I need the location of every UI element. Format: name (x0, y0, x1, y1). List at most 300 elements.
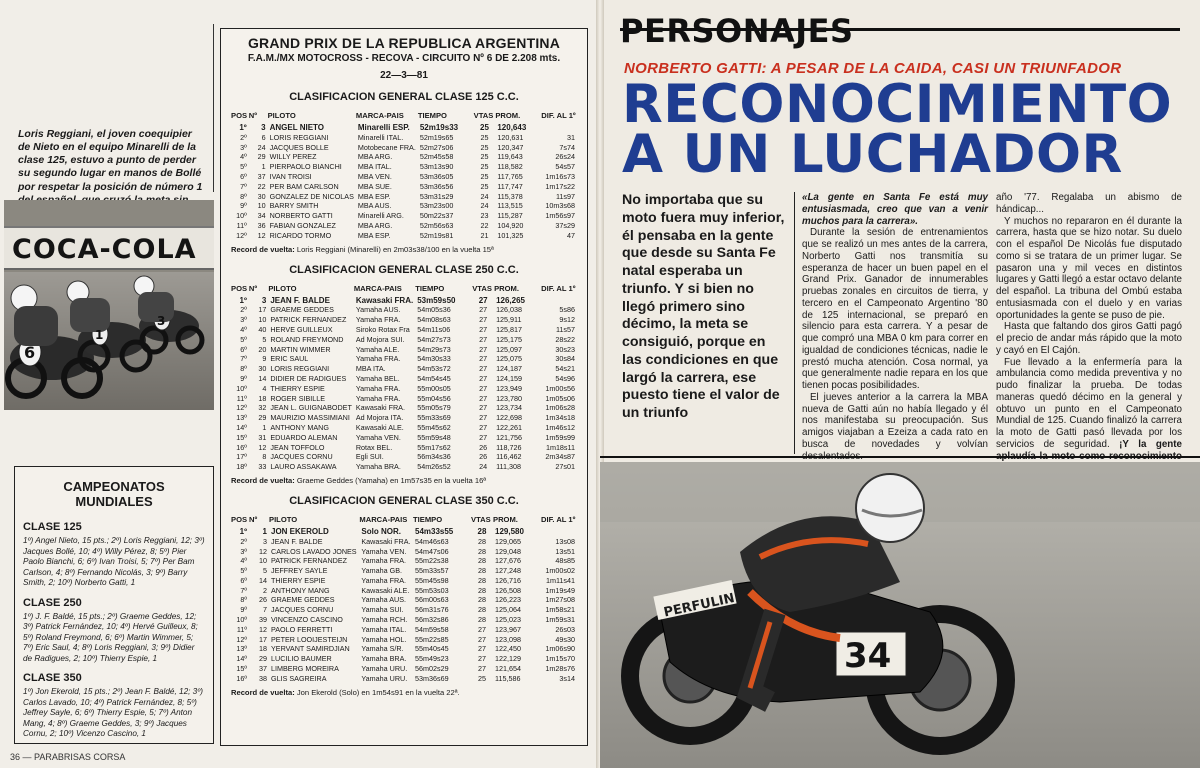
cell-diff: 31 (567, 132, 575, 142)
cell-num: 29 (259, 654, 267, 664)
cell-laps: 27 (478, 644, 486, 654)
cell-laps: 28 (478, 546, 486, 556)
cell-laps: 24 (480, 191, 489, 201)
cell-laps: 27 (479, 364, 488, 374)
cell-make: Solo NOR. (361, 526, 401, 536)
cell-num: 10 (257, 201, 266, 211)
cell-num: 33 (258, 462, 267, 472)
cell-num: 14 (258, 373, 267, 383)
cell-make: Rotax BEL. (355, 442, 393, 452)
cell-rider: PER BAM CARLSON (269, 181, 339, 191)
table-row (231, 364, 577, 374)
cell-make: Yamaha S/R. (361, 644, 404, 654)
lap-record (231, 688, 577, 697)
cell-avg: 104,920 (497, 220, 524, 230)
results-header (231, 35, 577, 81)
column-header-pos: POS (231, 514, 248, 524)
cell-rider: GRAEME GEDDES (270, 305, 334, 315)
column-header-rider: PILOTO (268, 283, 297, 293)
column-header-diff: DIF. AL 1º (541, 514, 576, 524)
cell-pos: 4º (240, 324, 247, 334)
results-title: GRAND PRIX DE LA REPUBLICA ARGENTINA (247, 35, 561, 51)
results-classes (231, 91, 577, 697)
table-row (231, 211, 577, 221)
cell-make: Yamaha FRA. (355, 383, 401, 393)
cell-laps: 25 (480, 142, 489, 152)
cell-diff: 1m34s18 (545, 413, 575, 423)
cell-pos: 1º (239, 526, 247, 536)
table-row (231, 595, 577, 605)
table-row (231, 133, 577, 143)
cell-diff: 13s51 (555, 546, 575, 556)
table-row (231, 315, 577, 325)
cell-laps: 24 (479, 462, 488, 472)
cell-avg: 125,175 (496, 334, 523, 344)
table-row (231, 576, 577, 586)
cell-make: MBA ITAL. (357, 162, 392, 172)
cell-rider: JACQUES BOLLE (269, 142, 329, 152)
table-row (231, 674, 577, 684)
cell-diff: 5s86 (559, 305, 575, 315)
cell-time: 55m59s48 (417, 432, 451, 442)
cell-avg: 122,129 (495, 654, 521, 664)
cell-avg: 115,586 (495, 673, 521, 683)
results-date: 22—3—81 (380, 70, 428, 81)
table-row (231, 182, 577, 192)
cell-avg: 120,631 (497, 132, 524, 142)
article-paragraph: Hasta que faltando dos giros Gatti pagó el precio de andar más rápido que la moto y cayó en El Cajón. (996, 321, 1182, 356)
table-row (231, 413, 577, 423)
cell-make: Yamaha FRA. (361, 575, 406, 585)
lap-record-label: Record de vuelta: (231, 475, 295, 485)
cell-pos: 15º (236, 432, 247, 442)
cell-avg: 115,378 (497, 191, 523, 201)
column-header-laps: VTAS (472, 283, 492, 293)
cell-make: MBA SUE. (357, 181, 392, 191)
cell-pos: 11º (236, 624, 247, 634)
cell-make: Yamaha BRA. (361, 654, 407, 664)
cell-num: 18 (258, 393, 267, 403)
cell-laps: 25 (480, 132, 489, 142)
table-row (231, 384, 577, 394)
cell-rider: BARRY SMITH (269, 201, 319, 211)
cell-time: 54m47s06 (415, 546, 449, 556)
cell-num: 31 (258, 432, 267, 442)
cell-make: Yamaha VEN. (355, 432, 401, 442)
cell-pos: 18º (236, 462, 247, 472)
cell-avg: 123,098 (495, 634, 521, 644)
cell-pos: 13º (236, 644, 247, 654)
cell-pos: 16º (236, 442, 247, 452)
cell-diff: 11s57 (555, 324, 575, 334)
cell-avg: 127,676 (495, 556, 521, 566)
cell-make: Yamaha URU. (361, 664, 408, 674)
cell-num: 7 (263, 605, 267, 615)
cell-make: MBA ITA. (355, 364, 386, 374)
cell-time: 54m30s33 (417, 354, 451, 364)
cell-time: 55m45s98 (415, 575, 449, 585)
column-header-pos: POS (231, 283, 248, 293)
cell-num: 2 (263, 585, 267, 595)
cell-diff: 1m18s11 (545, 442, 575, 452)
results-subtitle: F.A.M./MX MOTOCROSS - RECOVA - CIRCUITO Nº 6 DE 2.208 mts. (247, 53, 561, 64)
cell-rider: ROLAND FREYMOND (270, 334, 344, 344)
cell-time: 55m00s05 (417, 383, 451, 393)
cell-avg: 123,734 (496, 403, 523, 413)
table-row (231, 635, 577, 645)
cell-rider: THIERRY ESPIE (271, 575, 326, 585)
cell-avg: 122,261 (496, 422, 523, 432)
cell-laps: 27 (479, 344, 488, 354)
cell-pos: 12º (236, 403, 247, 413)
cell-make: Yamaha FRA. (355, 354, 401, 364)
cell-time: 56m02s29 (415, 664, 449, 674)
table-row (231, 325, 577, 335)
cell-num: 20 (258, 344, 267, 354)
cell-num: 9 (262, 354, 267, 364)
helmet (856, 474, 924, 542)
cell-laps: 21 (480, 230, 489, 240)
cell-pos: 12º (236, 634, 247, 644)
rider-two-graphic (67, 281, 150, 370)
cell-pos: 5º (240, 162, 247, 172)
cell-laps: 27 (479, 393, 488, 403)
cell-num: 3 (263, 536, 267, 546)
cell-time: 55m33s57 (415, 566, 449, 576)
cell-avg: 116,462 (496, 452, 522, 462)
cell-make: MBA ARG. (357, 152, 393, 162)
cell-pos: 8º (240, 364, 247, 374)
cell-time: 55m22s85 (415, 634, 449, 644)
cell-laps: 27 (479, 354, 488, 364)
cell-avg: 126,508 (495, 585, 521, 595)
cell-laps: 27 (479, 305, 488, 315)
article-column-1 (802, 192, 988, 498)
cell-num: 38 (259, 673, 267, 683)
table-row (231, 201, 577, 211)
cell-num: 17 (259, 634, 267, 644)
column-header-num: Nº (248, 111, 257, 120)
cell-rider: YERVANT SAMIRDJIAN (271, 644, 350, 654)
cell-num: 40 (258, 324, 267, 334)
cell-rider: JACQUES CORNU (270, 452, 333, 462)
cell-avg: 126,038 (496, 305, 523, 315)
column-header-rider: PILOTO (267, 111, 296, 120)
cell-rider: LIMBERG MOREIRA (271, 664, 339, 674)
cell-rider: JEAN F. BALDE (271, 536, 323, 546)
cell-diff: 26s03 (555, 624, 575, 634)
cell-num: 22 (257, 181, 266, 191)
cell-time: 53m13s90 (419, 162, 454, 172)
cell-diff: 1m16s73 (545, 171, 575, 181)
page-footer: 36 — PARABRISAS CORSA (10, 752, 126, 762)
cell-avg: 121,654 (495, 664, 521, 674)
champ-class-350: CLASE 350 (23, 672, 82, 684)
cell-rider: GRAEME GEDDES (271, 595, 335, 605)
cell-make: Yamaha VEN. (361, 546, 407, 556)
table-row (231, 664, 577, 674)
cell-num: 34 (257, 211, 266, 221)
cell-diff: 13s08 (555, 536, 575, 546)
cell-pos: 5º (240, 334, 247, 344)
cell-laps: 27 (479, 315, 488, 325)
champ-class-125: CLASE 125 (23, 521, 82, 533)
results-box (220, 28, 588, 746)
cell-rider: ERIC SAUL (270, 354, 309, 364)
cell-laps: 27 (478, 654, 486, 664)
cell-num: 30 (257, 191, 266, 201)
cell-make: Ad Mojora SUI. (355, 334, 405, 344)
cell-laps: 25 (480, 162, 489, 172)
class-title: CLASIFICACION GENERAL CLASE 250 C.C. (289, 263, 519, 276)
cell-rider: MARTIN WIMMER (270, 344, 331, 354)
cell-time: 56m32s86 (415, 615, 449, 625)
cell-pos: 3º (240, 546, 247, 556)
article-paragraph: El jueves anterior a la carrera la MBA nueva de Gatti aún no había llegado y él nos manifestaba su preocupación. Sus amigos viajaban a Ezeiza a cada rato en busca de novedades y volvían (802, 391, 988, 450)
cell-num: 5 (263, 566, 267, 576)
cell-avg: 101,325 (497, 230, 524, 240)
cell-time: 53m36s56 (419, 181, 454, 191)
article-bold-sentence: ¡Y la gente (1119, 438, 1182, 450)
cell-num: 18 (259, 644, 267, 654)
column-header-make: MARCA-PAIS (353, 283, 402, 293)
cell-avg: 123,967 (495, 624, 521, 634)
lap-record-label: Record de vuelta: (231, 687, 295, 697)
race-number: 34 (844, 636, 892, 676)
cell-rider: NORBERTO GATTI (269, 211, 333, 221)
cell-rider: RICARDO TORMO (269, 230, 332, 240)
column-header-time: TIEMPO (417, 111, 447, 120)
cell-diff: 9s12 (559, 315, 575, 325)
cell-laps: 27 (479, 432, 488, 442)
cell-time: 56m00s63 (415, 595, 449, 605)
cell-diff: 1m59s99 (545, 432, 575, 442)
cell-make: Minarelli ESP. (357, 123, 410, 132)
cell-avg: 129,048 (495, 546, 521, 556)
cell-pos: 1º (239, 123, 247, 132)
table-header-row (231, 284, 577, 296)
cell-time: 52m19s33 (419, 123, 459, 132)
table-row (231, 654, 577, 664)
column-header-laps: VTAS (471, 514, 491, 524)
cell-diff: 1m46s12 (545, 422, 575, 432)
rider-number-1: 1 (95, 328, 104, 342)
cell-diff: 54s57 (555, 162, 575, 172)
cell-make: MBA ESP. (357, 230, 391, 240)
rider-three-graphic (134, 276, 202, 352)
cell-num: 12 (259, 624, 267, 634)
headline-line-1: RECONOCIMIENTO (622, 74, 1173, 135)
cell-time: 54m46s63 (415, 536, 449, 546)
table-header-row (231, 515, 577, 527)
table-row (231, 192, 577, 202)
cell-num: 10 (258, 315, 267, 325)
cell-diff: 1m06s90 (545, 644, 575, 654)
cell-rider: PETER LOOIJESTEIJN (271, 634, 348, 644)
cell-avg: 125,911 (496, 315, 522, 325)
cell-diff: 37s29 (555, 220, 575, 230)
cell-laps: 27 (478, 624, 486, 634)
cell-laps: 28 (477, 526, 487, 536)
race-photo-small (4, 200, 214, 410)
cell-make: Yamaha BRA. (355, 462, 401, 472)
cell-rider: IVAN TROISI (269, 171, 312, 181)
table-row (231, 394, 577, 404)
cell-diff: 1m19s49 (545, 585, 575, 595)
cell-time: 53m59s50 (417, 295, 456, 305)
column-header-time: TIEMPO (415, 283, 445, 293)
article-paragraph-text: Fue llevado a la enfermería para la ambulancia como medida preventiva y no pudo finalizar la prueba. De todas maneras quedó décimo en la general y obtuvo un punto en el Campeonato Mundial de 125. Cuando finalizó la carrera la moto de Gatti pasó llevada por los servicios de seguridad. (996, 356, 1182, 450)
table-row (231, 335, 577, 345)
cell-laps: 28 (478, 595, 486, 605)
cell-rider: HERVE GUILLEUX (270, 324, 333, 334)
cell-pos: 16º (236, 673, 247, 683)
cell-time: 52m19s81 (419, 230, 454, 240)
cell-diff: 1m56s97 (545, 211, 575, 221)
cell-num: 5 (262, 334, 267, 344)
cell-rider: LORIS REGGIANI (270, 364, 330, 374)
cell-laps: 27 (478, 664, 486, 674)
cell-time: 50m22s37 (419, 211, 454, 221)
cell-pos: 15º (236, 664, 247, 674)
cell-pos: 4º (240, 556, 247, 566)
cell-make: Minarelli ARG. (357, 211, 404, 221)
cell-make: Kawasaki FRA. (361, 536, 411, 546)
cell-laps: 26 (479, 442, 488, 452)
cell-diff: 10m3s68 (545, 201, 575, 211)
cell-rider: GLIS SAGREIRA (271, 673, 327, 683)
column-header-diff: DIF. AL 1º (541, 111, 576, 120)
cell-avg: 123,949 (496, 383, 523, 393)
cell-pos: 7º (240, 354, 247, 364)
table-row (231, 556, 577, 566)
cell-avg: 113,515 (497, 201, 523, 211)
cell-time: 54m26s52 (417, 462, 451, 472)
cell-make: Kawasaki ALE. (361, 585, 410, 595)
lap-record-text: Jon Ekerold (Solo) en 1m54s91 en la vuelta 22ª. (296, 687, 460, 697)
cell-time: 54m27s73 (417, 334, 451, 344)
cell-time: 52m19s65 (419, 132, 454, 142)
cell-num: 37 (259, 664, 267, 674)
cell-diff: 1m11s41 (545, 575, 575, 585)
cell-pos: 2º (240, 536, 247, 546)
cell-rider: LAURO ASSAKAWA (270, 462, 337, 472)
cell-laps: 27 (479, 324, 488, 334)
cell-diff: 1m59s31 (545, 615, 575, 625)
cell-pos: 6º (240, 344, 247, 354)
cell-pos: 8º (240, 595, 247, 605)
cell-diff: 27s01 (555, 462, 575, 472)
cell-rider: ROGER SIBILLE (270, 393, 326, 403)
cell-avg: 118,582 (497, 162, 523, 172)
cell-rider: ANTHONY MANG (270, 422, 329, 432)
cell-time: 52m56s63 (419, 220, 454, 230)
rider-number-3: 3 (157, 314, 166, 328)
cell-pos: 11º (236, 393, 247, 403)
cell-avg: 124,159 (496, 373, 523, 383)
cell-make: Kawasaki FRA. (355, 295, 414, 305)
cell-num: 8 (262, 452, 267, 462)
cell-time: 54m59s58 (415, 624, 449, 634)
cell-diff: 1m28s76 (545, 664, 575, 674)
cell-make: Yamaha GB. (361, 566, 403, 576)
table-row (231, 566, 577, 576)
cell-num: 26 (259, 595, 267, 605)
column-header-time: TIEMPO (413, 514, 443, 524)
championship-standings (14, 466, 214, 744)
column-header-make: MARCA-PAIS (359, 514, 408, 524)
cell-make: Yamaha AUS. (355, 305, 401, 315)
cell-time: 54m11s06 (417, 324, 451, 334)
cell-rider: PIERPAOLO BIANCHI (269, 162, 342, 172)
table-row (231, 172, 577, 182)
cell-time: 56m31s76 (415, 605, 449, 615)
cell-laps: 27 (479, 422, 488, 432)
caption-box (10, 24, 214, 192)
cell-time: 54m33s55 (415, 526, 454, 536)
cell-pos: 14º (236, 422, 247, 432)
table-row (231, 162, 577, 172)
cell-make: Yamaha RCH. (361, 615, 408, 625)
cell-rider: ANTHONY MANG (271, 585, 330, 595)
cell-avg: 117,765 (497, 171, 523, 181)
cell-laps: 27 (479, 373, 488, 383)
table-row (231, 403, 577, 413)
table-row (231, 537, 577, 547)
cell-avg: 125,097 (496, 344, 523, 354)
column-divider (794, 192, 795, 454)
fairing-sponsor: PERFULIN (662, 590, 736, 621)
cell-time: 52m27s06 (419, 142, 454, 152)
article-paragraph: año '77. Regalaba un abismo de hándicap... (996, 192, 1182, 215)
cell-num: 1 (261, 162, 266, 172)
cell-rider: PAOLO FERRETTI (271, 624, 333, 634)
cell-pos: 9º (240, 373, 247, 383)
hoarding-text: COCA-COLA (12, 234, 197, 265)
table-row (231, 423, 577, 433)
column-header-make: MARCA-PAIS (355, 111, 404, 120)
cell-diff: 47 (567, 230, 575, 240)
cell-diff: 7s74 (559, 142, 575, 152)
section-kicker: PERSONAJES (620, 12, 854, 50)
column-header-pos: POS (231, 111, 248, 120)
cell-avg: 111,308 (496, 462, 521, 472)
cell-make: Yamaha FRA. (355, 315, 401, 325)
table-row (231, 462, 577, 472)
cell-laps: 25 (480, 171, 489, 181)
champ-standings-250: 1º) J. F. Baldé, 15 pts.; 2º) Graeme Geddes, 12; 3º) Patrick Fernández, 10; 4º) Hervé Guilleux, 8; 5º) Roland Freymond, 6; 6º) Martin Wimmer, 5; 7º) Eric Saul, 4; 8º) Loris Reggiani, 3; 9º) Didier de Radigues, 2; 10º) Thierry Espie, 1 (23, 611, 198, 663)
cell-rider: JACQUES CORNU (271, 605, 334, 615)
cell-pos: 8º (240, 191, 247, 201)
table-row (231, 152, 577, 162)
cell-pos: 6º (240, 171, 247, 181)
column-header-rider: PILOTO (269, 514, 298, 524)
cell-avg: 120,347 (497, 142, 524, 152)
gatti-bike-illustration (600, 462, 1200, 768)
cell-laps: 27 (478, 634, 486, 644)
cell-laps: 25 (480, 181, 489, 191)
cell-rider: JEAN L. GUIGNABODET (270, 403, 352, 413)
cell-avg: 120,643 (497, 123, 527, 132)
cell-diff: 1m27s08 (545, 595, 575, 605)
cell-diff: 11s97 (555, 191, 575, 201)
cell-diff: 1m58s21 (545, 605, 575, 615)
cell-time: 55m04s56 (417, 393, 451, 403)
cell-diff: 28s22 (555, 334, 575, 344)
cell-make: Kawasaki ALE. (355, 422, 404, 432)
class-title: CLASIFICACION GENERAL CLASE 125 C.C. (289, 91, 519, 103)
cell-rider: JON EKEROLD (271, 526, 329, 536)
